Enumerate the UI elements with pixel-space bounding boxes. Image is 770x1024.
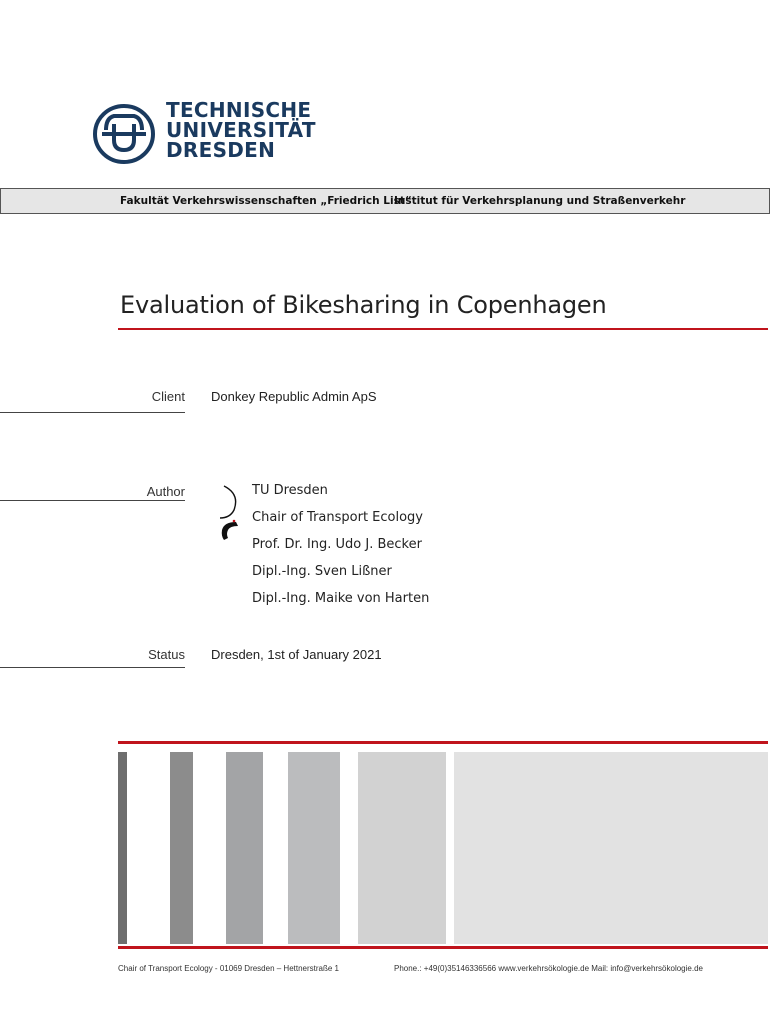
band-top-rule	[118, 741, 768, 744]
logo-line-1: TECHNISCHE	[166, 98, 312, 122]
logo-line-3: DRESDEN	[166, 138, 276, 162]
institute-name: Institut für Verkehrsplanung und Straßenverkehr	[394, 195, 686, 207]
client-label: Client	[151, 389, 185, 404]
gray-bar-5	[358, 752, 446, 944]
gray-bar-4	[288, 752, 340, 944]
logo-line-2: UNIVERSITÄT	[166, 118, 316, 142]
gray-bar-6	[454, 752, 768, 944]
author-line-1: TU Dresden	[252, 483, 328, 498]
author-line-5: Dipl.-Ing. Maike von Harten	[252, 591, 430, 606]
title-underline	[118, 328, 768, 330]
author-rule	[0, 500, 185, 501]
author-line-4: Dipl.-Ing. Sven Lißner	[252, 564, 392, 579]
gray-bar-1	[118, 752, 127, 944]
faculty-name: Fakultät Verkehrswissenschaften „Friedrich List“	[120, 195, 412, 207]
client-rule	[0, 412, 185, 413]
signature-icon	[212, 484, 242, 544]
client-value: Donkey Republic Admin ApS	[211, 389, 377, 404]
status-value: Dresden, 1st of January 2021	[211, 647, 382, 662]
author-line-2: Chair of Transport Ecology	[252, 510, 423, 525]
footer-address: Chair of Transport Ecology - 01069 Dresden – Hettnerstraße 1	[118, 964, 339, 973]
logo-wordmark	[166, 100, 316, 160]
gray-bar-3	[226, 752, 263, 944]
band-bottom-rule	[118, 946, 768, 949]
status-label: Status	[148, 647, 185, 662]
author-label: Author	[146, 484, 185, 499]
gray-bar-2	[170, 752, 193, 944]
author-line-3: Prof. Dr. Ing. Udo J. Becker	[252, 537, 422, 552]
status-rule	[0, 667, 185, 668]
document-title: Evaluation of Bikesharing in Copenhagen	[120, 291, 607, 319]
footer-contact: Phone.: +49(0)35146336566 www.verkehrsökologie.de Mail: info@verkehrsökologie.de	[394, 964, 703, 973]
